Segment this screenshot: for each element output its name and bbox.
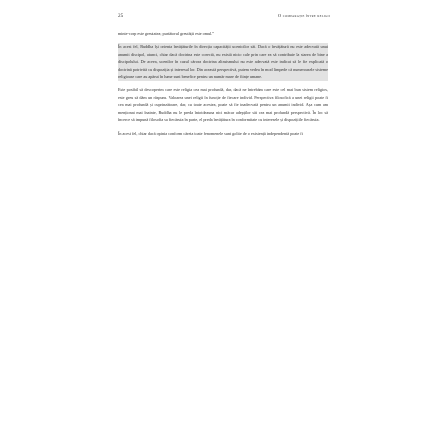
paragraph: minte-corp este greutatea; purtătorul greutății este omul.” [118, 31, 215, 36]
page-number: 25 [118, 13, 124, 19]
running-title: O comparație între religii [277, 13, 330, 18]
paragraph: În acest fel, chiar dacă opinia conform căreia toate fenomenele sunt golite de o existență independentă poate fi [118, 130, 303, 136]
paragraph: Este posibil să descoperim care este religia cea mai profundă, dar, dacă ne întrebăm care este cel mai bun sistem religios, este greu să dăm un răspuns. Valoarea unei religii în funcție de fiecare individ. Perspectiva filosofică a unei religii poate fi cea mai profundă și cuprinzătoare, dar, cu toate acestea, poate să fie inadecvată pentru un anumit individ. Așa cum am menționat mai înainte, Buddha nu le preda întotdeauna nici măcar adepților săi cea mai profundă perspectivă. În loc să încerce să impună filosofia sa fiecăruia în parte, el preda învățătura în conformitate cu interesele și dispozițiile fiecăruia. [118, 87, 328, 123]
page-header [118, 11, 330, 21]
highlighted-paragraph: În acest fel, Buddha își orienta învățăturile în direcția capacității ucenicilor săi. Dacă o învățătură nu este adecvată unui anumit discipol, atunci, chiar dacă doctrina este corectă, nu există nicio cale prin care ea să contribuie la starea de bine a discipolului. De aceea, ucenilor în cazul cărora doctrina altruismului nu este adecvată este indicat să le fie explicată o doctrină potrivită cu dispoziția și interesul lor. Din această perspectivă, putem vedea în mod limpede că numeroasele sisteme religioase care au apărut în lume sunt benefice pentru un număr mare de ființe umane. [118, 44, 328, 80]
body-text [118, 30, 328, 143]
